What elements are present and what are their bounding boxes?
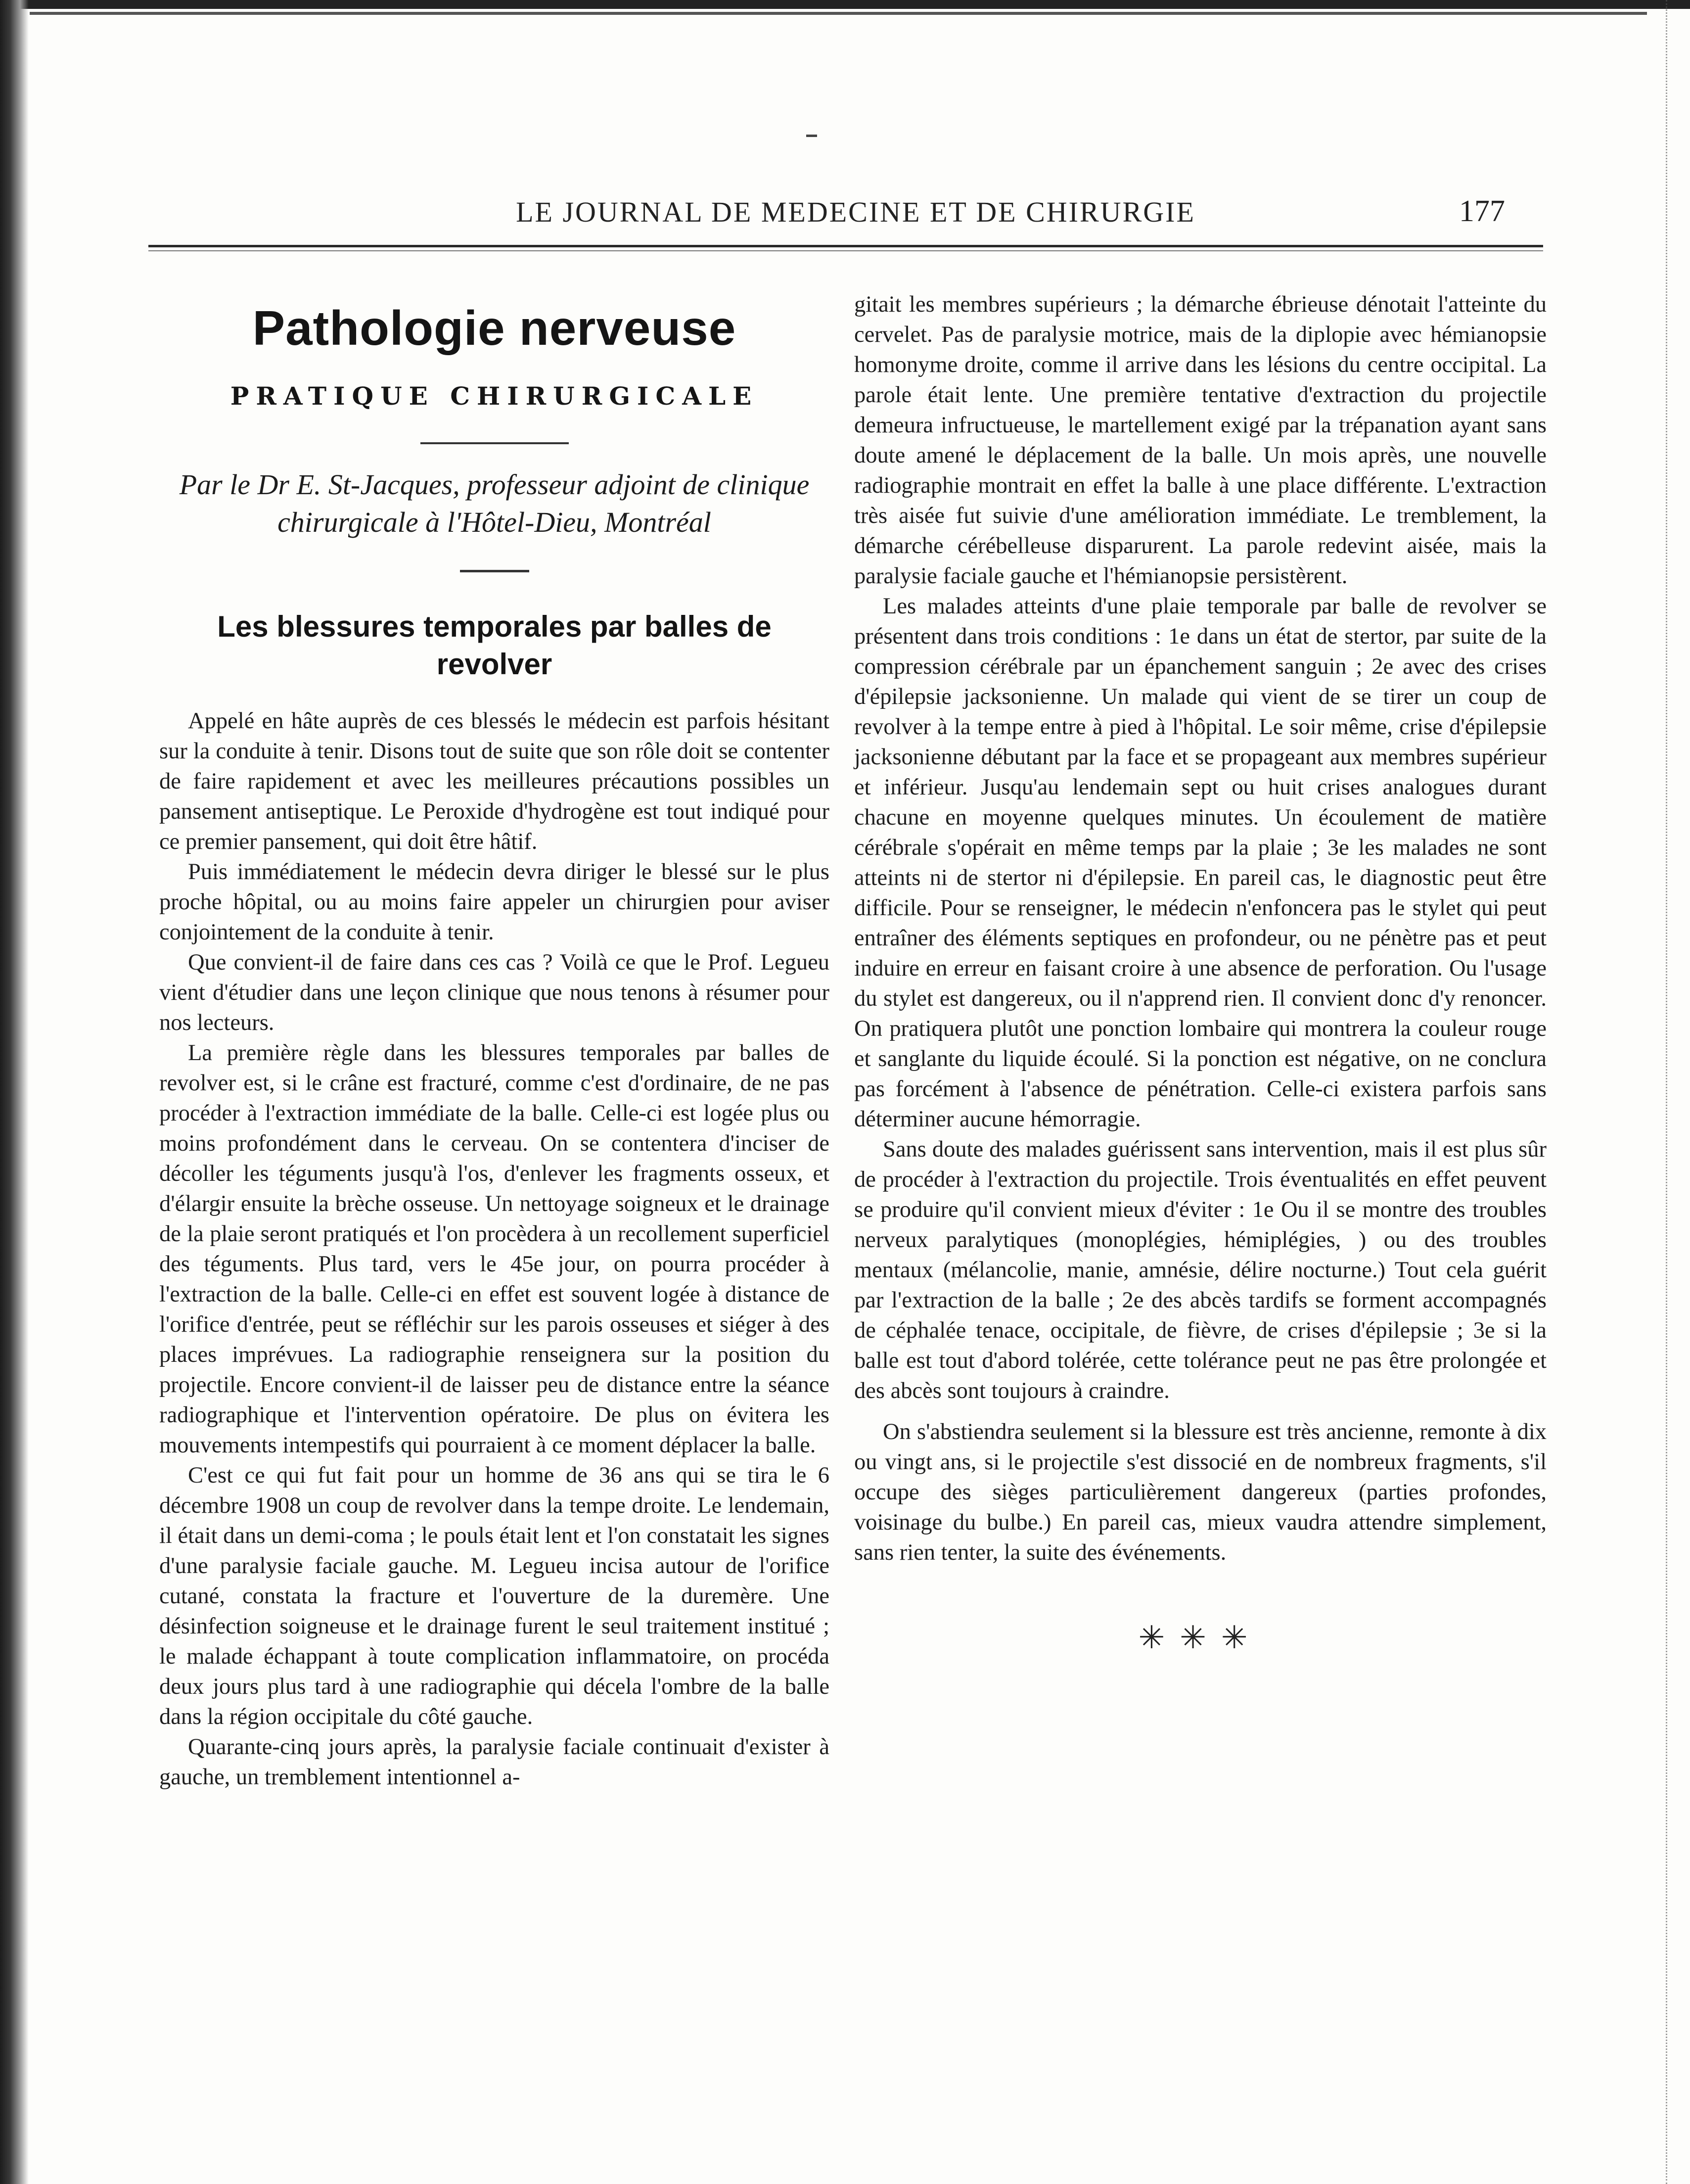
paragraph-continued: gitait les membres supérieurs ; la démarche ébrieuse dénotait l'atteinte du cervelet. Pas de paralysie motrice, mais de la diplopie avec hémianopsie homonyme droite, comme il arrive dans les lésions du centre occipital. La parole était lente. Une première tentative d'extraction du projectile demeura infructueuse, le martellement exigé par la trépanation ayant sans doute amené le déplacement de la balle. Un mois après, une nouvelle radiographie montrait en effet la balle à une place différente. L'extraction très aisée fut suivie d'une amélioration immédiate. Le tremblement, la démarche cérébelleuse disparurent. La parole redevint aisée, mais la paralysie faciale gauche et l'hémianopsie persistèrent. bbox=[854, 292, 1547, 589]
paragraph: Quarante-cinq jours après, la paralysie faciale continuait d'exister à gauche, un tremblement intentionnel a- bbox=[159, 1734, 829, 1790]
section-title: Pathologie nerveuse bbox=[252, 301, 736, 355]
page-number: 177 bbox=[1459, 194, 1505, 228]
header-rule-thin bbox=[148, 250, 1543, 251]
section-subtitle: PRATIQUE CHIRURGICALE bbox=[230, 381, 759, 411]
running-header: LE JOURNAL DE MEDECINE ET DE CHIRURGIE bbox=[516, 196, 1195, 228]
end-ornament: ✳✳✳ bbox=[1138, 1620, 1263, 1656]
paragraph: La première règle dans les blessures temporales par balles de revolver est, si le crâne est fracturé, comme c'est d'ordinaire, de ne pas procéder à l'extraction immédiate de la balle. Celle-ci est logée plus ou moins profondément dans le cerveau. On se contentera d'inciser de décoller les téguments jusqu'à l'os, d'enlever les fragments osseux, et d'élargir ensuite la brèche osseuse. Un nettoyage soigneux et le drainage de la plaie seront pratiqués et l'on procèdera à un recollement superficiel des téguments. Plus tard, vers le 45e jour, on pourra procéder à l'extraction de la balle. Celle-ci en effet est souvent logée à distance de l'orifice d'entrée, peut se réfléchir sur les parois osseuses et siéger à des places imprévues. La radiographie renseignera sur la position du projectile. Encore convient-il de laisser peu de distance entre la séance radiographique et l'intervention opératoire. De plus on évitera les mouvements intempestifs qui pourraient à ce moment déplacer la balle. bbox=[159, 1040, 829, 1458]
paragraph: Les malades atteints d'une plaie temporale par balle de revolver se présentent dans trois conditions : 1e dans un état de stertor, par suite de la compression cérébrale par un épanchement sanguin ; 2e avec des crises d'épilepsie jacksonienne. Un malade qui vient de se tirer un coup de revolver à la tempe entre à pied à l'hôpital. Le soir même, crise d'épilepsie jacksonienne débutant par la face et se propageant aux membres supérieur et inférieur. Jusqu'au lendemain sept ou huit crises analogues durant chacune en moyenne quelques minutes. Un écoulement de matière cérébrale s'opérait en même temps par la plaie ; 3e les malades ne sont atteints ni de stertor ni d'épilepsie. En pareil cas, le diagnostic peut être difficile. Pour se renseigner, le médecin n'enfoncera pas le stylet qui peut entraîner des éléments septiques en profondeur, ou ne pénètre pas et peut induire en erreur en faisant croire à une absence de perforation. Ou l'usage du stylet est dangereux, ou il n'apprend rien. Il convient donc d'y renoncer. On pratiquera plutôt une ponction lombaire qui montrera la couleur rouge et sanglante du liquide écoulé. Si la ponction est négative, on ne conclura pas forcément à l'absence de pénétration. Celle-ci existera parfois sans déterminer aucune hémorragie. bbox=[854, 594, 1547, 1132]
paragraph: C'est ce qui fut fait pour un homme de 36 ans qui se tira le 6 décembre 1908 un coup de revolver dans la tempe droite. Le lendemain, il était dans un demi-coma ; le pouls était lent et l'on constatait les signes d'une paralysie faciale gauche. M. Legueu incisa autour de l'orifice cutané, constata la fracture et l'ouverture de la duremère. Une désinfection soigneuse et le drainage furent le seul traitement institué ; le malade échappant à toute complication inflammatoire, on procéda deux jours plus tard à une radiographie qui décela l'ombre de la balle dans la région occipitale du côté gauche. bbox=[159, 1463, 829, 1729]
left-column bbox=[159, 287, 829, 1792]
scan-edge-left bbox=[0, 0, 29, 2184]
article-title: Les blessures temporales par balles de revolver bbox=[217, 610, 772, 681]
paragraph: Puis immédiatement le médecin devra diriger le blessé sur le plus proche hôpital, ou au moins faire appeler un chirurgien pour aviser conjointement de la conduite à tenir. bbox=[159, 859, 829, 945]
divider-rule-short bbox=[460, 570, 529, 572]
right-column bbox=[854, 289, 1547, 1656]
paragraph: Sans doute des malades guérissent sans intervention, mais il est plus sûr de procéder à l'extraction du projectile. Trois éventualités en effet peuvent se produire qu'il convient mieux d'éviter : 1e Ou il se montre des troubles nerveux paralytiques (monoplégies, hémiplégies, ) ou des troubles mentaux (mélancolie, manie, amnésie, délire nocturne.) Tout cela guérit par l'extraction de la balle ; 2e des abcès tardifs se forment accompagnés de céphalée tenace, occipitale, de fièvre, de crises d'épilepsie ; 3e si la balle est tout d'abord tolérée, cette tolérance peut ne pas être prolongée et des abcès sont toujours à craindre. bbox=[854, 1137, 1547, 1403]
byline: Par le Dr E. St-Jacques, professeur adjoint de clinique chirurgicale à l'Hôtel-Dieu, Montréal bbox=[179, 468, 810, 538]
paragraph: Appelé en hâte auprès de ces blessés le médecin est parfois hésitant sur la conduite à tenir. Disons tout de suite que son rôle doit se contenter de faire rapidement et avec les meilleures précautions possibles un pansement antiseptique. Le Peroxide d'hydrogène est tout indiqué pour ce premier pansement, qui doit être hâtif. bbox=[159, 708, 829, 854]
divider-rule bbox=[420, 442, 569, 444]
scan-border-top-inner bbox=[30, 12, 1647, 15]
scan-border-top bbox=[0, 0, 1690, 9]
print-mark bbox=[806, 135, 817, 137]
paragraph: Que convient-il de faire dans ces cas ? Voilà ce que le Prof. Legueu vient d'étudier dans une leçon clinique que nous tenons à résumer pour nos lecteurs. bbox=[159, 950, 829, 1035]
paragraph: On s'abstiendra seulement si la blessure est très ancienne, remonte à dix ou vingt ans, si le projectile s'est dissocié en de nombreux fragments, s'il occupe des sièges particulièrement dangereux (parties profondes, voisinage du bulbe.) En pareil cas, mieux vaudra attendre simplement, sans rien tenter, la suite des événements. bbox=[854, 1419, 1547, 1565]
scan-edge-right bbox=[1666, 0, 1670, 2184]
header-rule bbox=[148, 245, 1543, 247]
